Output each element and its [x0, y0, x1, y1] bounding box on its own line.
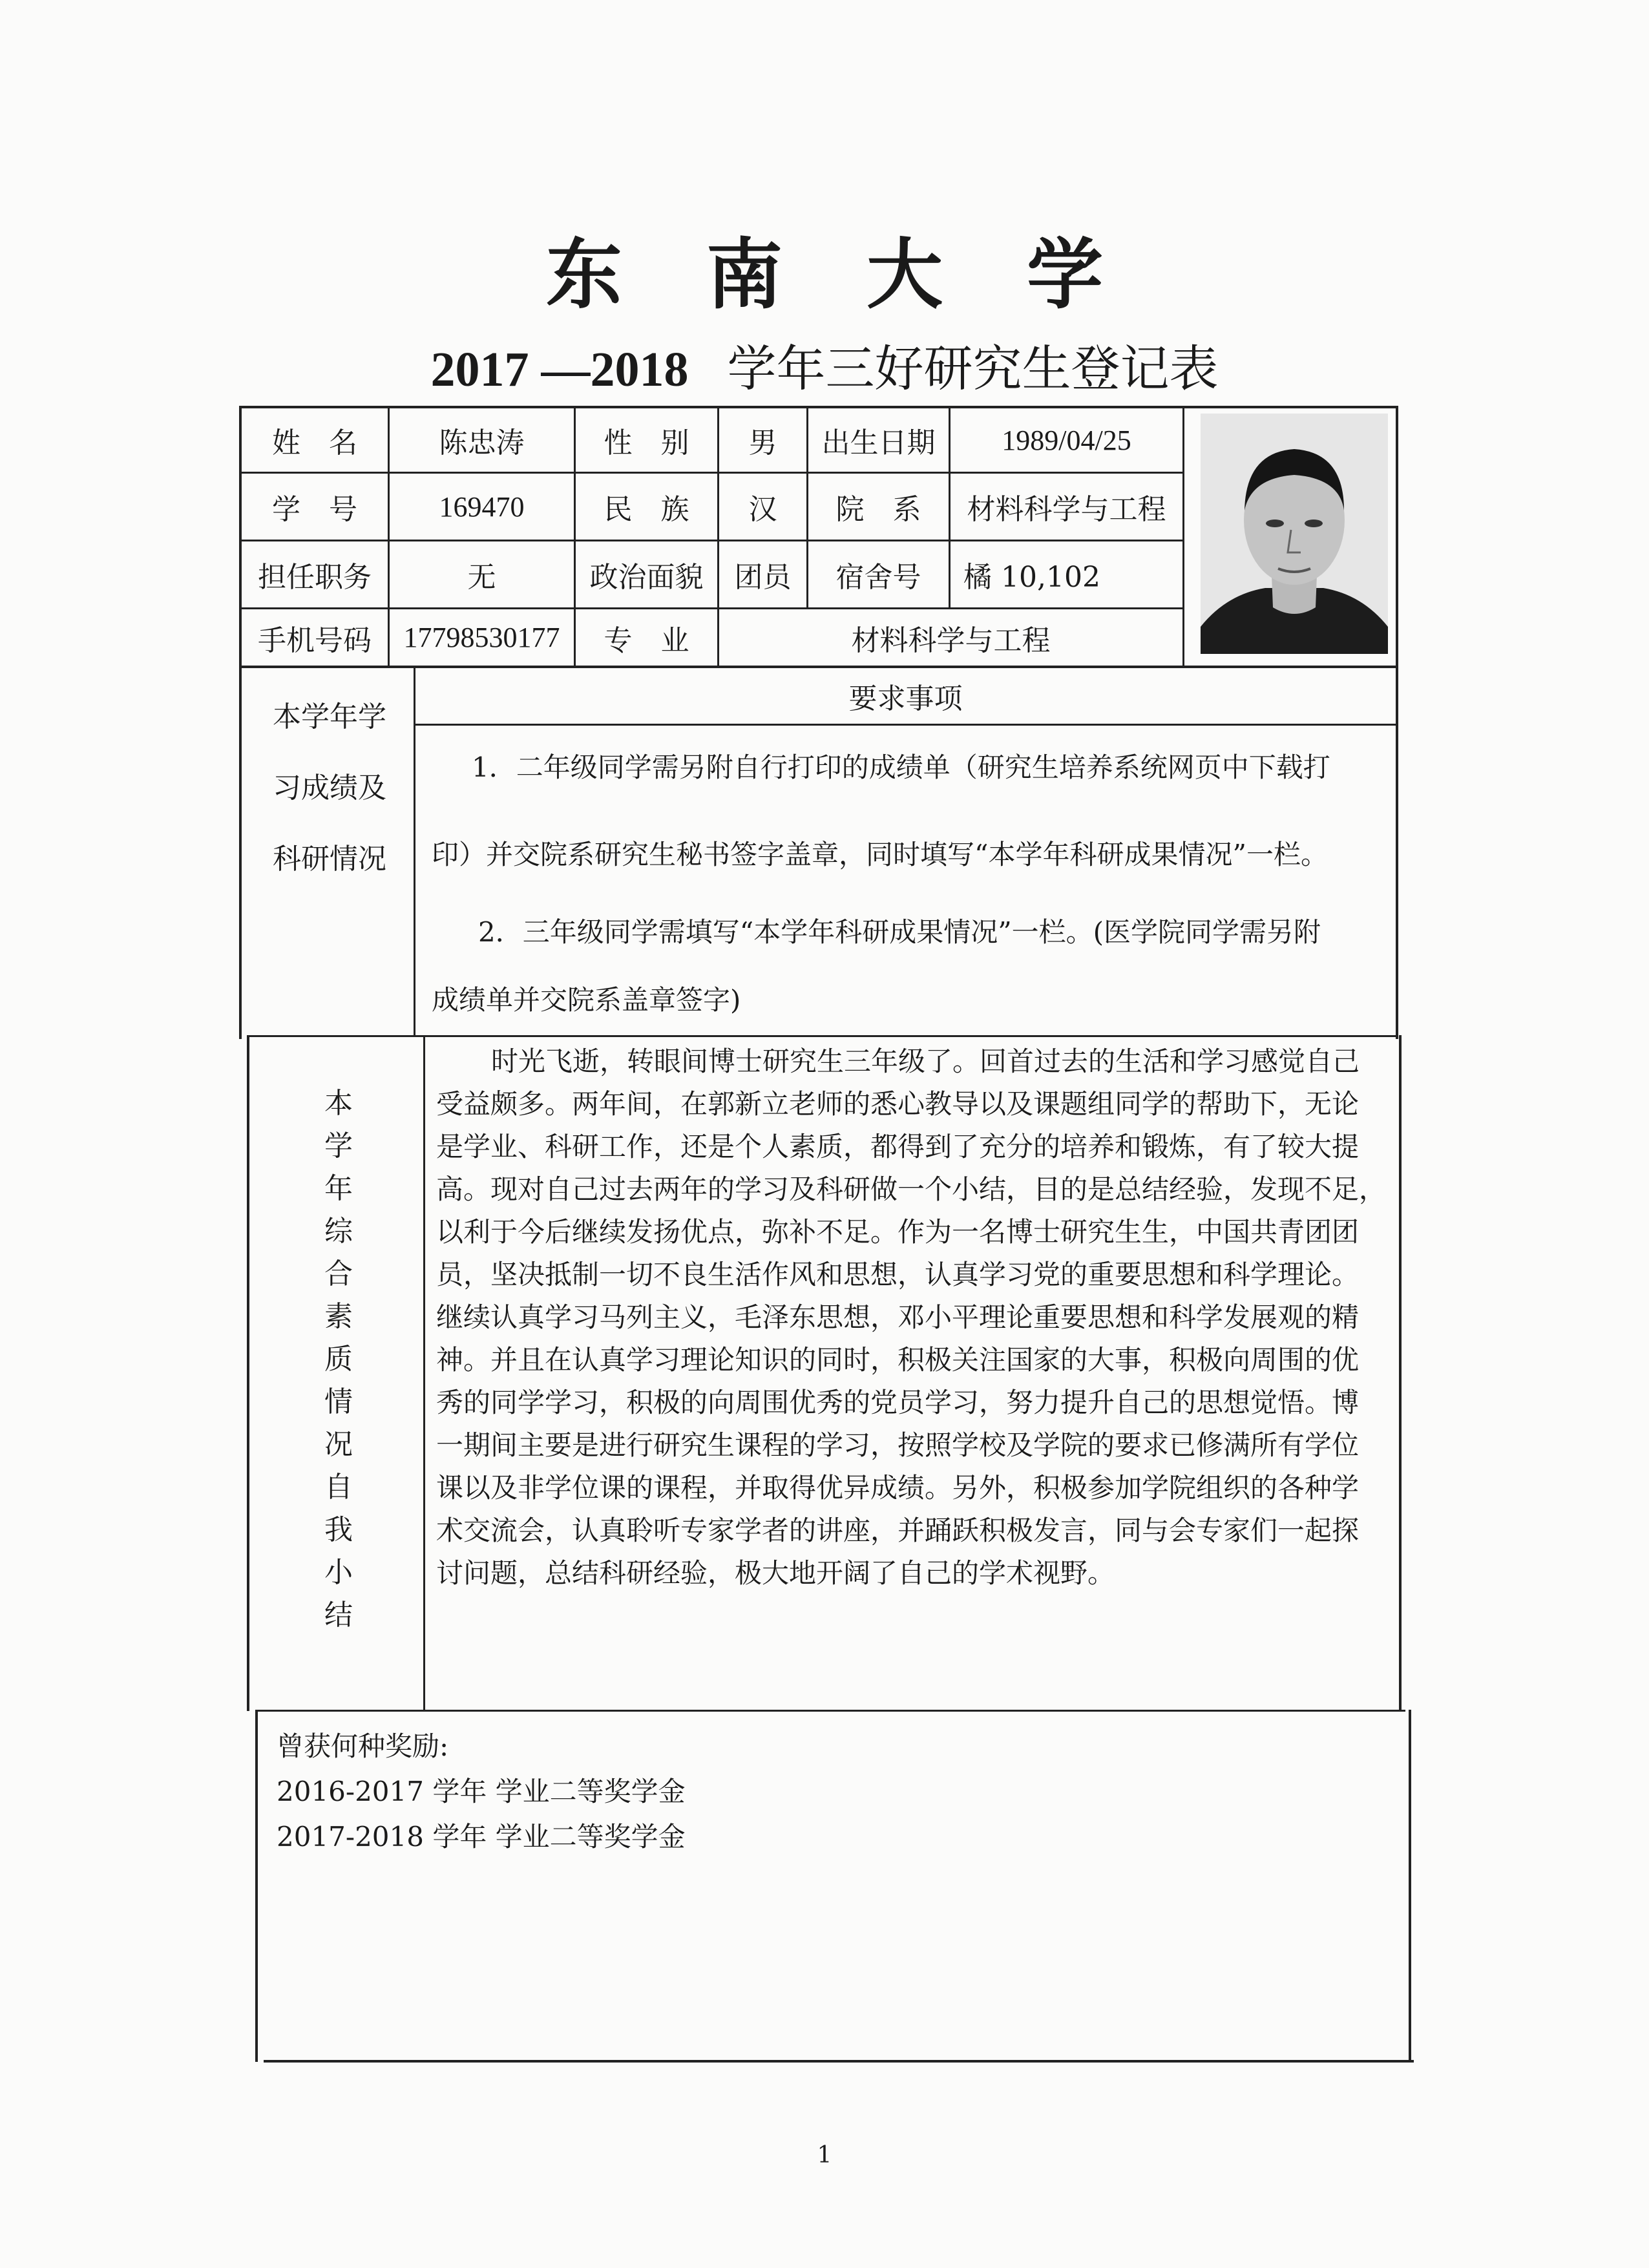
department-value: 材料科学与工程	[967, 493, 1166, 526]
summary-label-char: 综	[324, 1215, 353, 1248]
requirements-header: 要求事项	[848, 682, 963, 715]
summary-label-char: 质	[324, 1343, 353, 1376]
summary-label-char: 年	[324, 1172, 353, 1205]
summary-label-char: 本	[324, 1087, 353, 1120]
department-label: 院 系	[835, 493, 921, 526]
summary-line: 讨问题，总结科研经验，极大地开阔了自己的学术视野。	[436, 1557, 1115, 1589]
summary-line: 秀的同学学习，积极的向周围优秀的党员学习，努力提升自己的思想觉悟。博	[436, 1387, 1360, 1418]
university-name: 东南大学	[545, 229, 1187, 319]
name-label: 姓 名	[272, 426, 357, 459]
phone-value: 17798530177	[403, 622, 560, 653]
academic-label-line: 科研情况	[273, 843, 386, 876]
requirement-2-line-1: 2．三年级同学需填写“本学年科研成果情况”一栏。(医学院同学需另附	[478, 916, 1321, 948]
ethnicity-label: 民 族	[604, 493, 689, 526]
summary-label-char: 我	[324, 1513, 353, 1546]
summary-line: 受益颇多。两年间，在郭新立老师的悉心教导以及课题组同学的帮助下，无论	[436, 1088, 1360, 1120]
student-id-value: 169470	[439, 490, 525, 523]
dorm-value: 橘 10,102	[963, 561, 1100, 594]
summary-label-char: 学	[324, 1129, 353, 1162]
portrait-image	[1201, 414, 1388, 654]
major-label: 专 业	[604, 624, 689, 657]
form-title	[0, 330, 1649, 400]
summary-label-char: 情	[324, 1385, 353, 1418]
requirement-1-line-2: 印）并交院系研究生秘书签字盖章，同时填写“本学年科研成果情况”一栏。	[432, 839, 1328, 870]
academic-label-line: 习成绩及	[273, 772, 386, 804]
student-photo	[1201, 414, 1388, 654]
summary-line: 高。现对自己过去两年的学习及科研做一个小结，目的是总结经验，发现不足，	[436, 1173, 1387, 1205]
summary-line: 以利于今后继续发扬优点，弥补不足。作为一名博士研究生生，中国共青团团	[436, 1216, 1360, 1248]
major-value: 材料科学与工程	[851, 624, 1051, 657]
award-item: 2016-2017 学年 学业二等奖学金	[277, 1776, 686, 1807]
summary-line: 一期间主要是进行研究生课程的学习，按照学校及学院的要求已修满所有学位	[436, 1429, 1360, 1461]
summary-label-char: 况	[324, 1428, 353, 1461]
form-title-text: 学年三好研究生登记表	[727, 340, 1219, 397]
summary-line: 继续认真学习马列主义，毛泽东思想，邓小平理论重要思想和科学发展观的精	[436, 1301, 1360, 1333]
position-value: 无	[467, 561, 496, 594]
summary-line: 术交流会，认真聆听专家学者的讲座，并踊跃积极发言，同与会专家们一起探	[436, 1515, 1360, 1546]
summary-label	[319, 1082, 358, 1637]
summary-label-char: 结	[324, 1599, 353, 1632]
page-number: 1	[817, 2142, 832, 2168]
name-value: 陈忠涛	[439, 426, 525, 459]
summary-line: 员，坚决抵制一切不良生活作风和思想，认真学习党的重要思想和科学理论。	[436, 1259, 1360, 1290]
year-range: 2017 —2018	[430, 342, 689, 397]
ethnicity-value: 汉	[748, 493, 777, 526]
summary-label-char: 自	[324, 1471, 353, 1504]
summary-line: 课以及非学位课的课程，并取得优异成绩。另外，积极参加学院组织的各种学	[436, 1472, 1360, 1504]
summary-label-char: 素	[324, 1300, 353, 1333]
awards-label: 曾获何种奖励:	[277, 1730, 449, 1762]
requirement-1-line-1: 1．二年级同学需另附自行打印的成绩单（研究生培养系统网页中下载打	[472, 751, 1330, 783]
summary-text	[436, 1040, 1392, 1595]
gender-label: 性 别	[604, 426, 689, 459]
summary-line: 神。并且在认真学习理论知识的同时，积极关注国家的大事，积极向周围的优	[436, 1344, 1360, 1376]
academic-label-line: 本学年学	[273, 700, 386, 733]
academic-label	[252, 682, 407, 895]
summary-label-char: 合	[324, 1257, 353, 1290]
birth-label: 出生日期	[821, 426, 936, 459]
dorm-label: 宿舍号	[835, 561, 921, 594]
political-value: 团员	[734, 561, 792, 594]
awards-block	[277, 1724, 686, 1860]
summary-line: 是学业、科研工作，还是个人素质，都得到了充分的培养和锻炼，有了较大提	[436, 1131, 1360, 1162]
political-label: 政治面貌	[589, 561, 704, 594]
position-label: 担任职务	[258, 561, 372, 594]
award-item: 2017-2018 学年 学业二等奖学金	[277, 1821, 686, 1853]
summary-line: 时光飞逝，转眼间博士研究生三年级了。回首过去的生活和学习感觉自己	[491, 1045, 1360, 1077]
requirement-2-line-2: 成绩单并交院系盖章签字)	[432, 984, 741, 1016]
student-id-label: 学 号	[272, 493, 357, 526]
gender-value: 男	[748, 426, 777, 459]
birth-value: 1989/04/25	[1002, 424, 1131, 456]
summary-label-char: 小	[324, 1556, 353, 1589]
phone-label: 手机号码	[258, 624, 372, 657]
